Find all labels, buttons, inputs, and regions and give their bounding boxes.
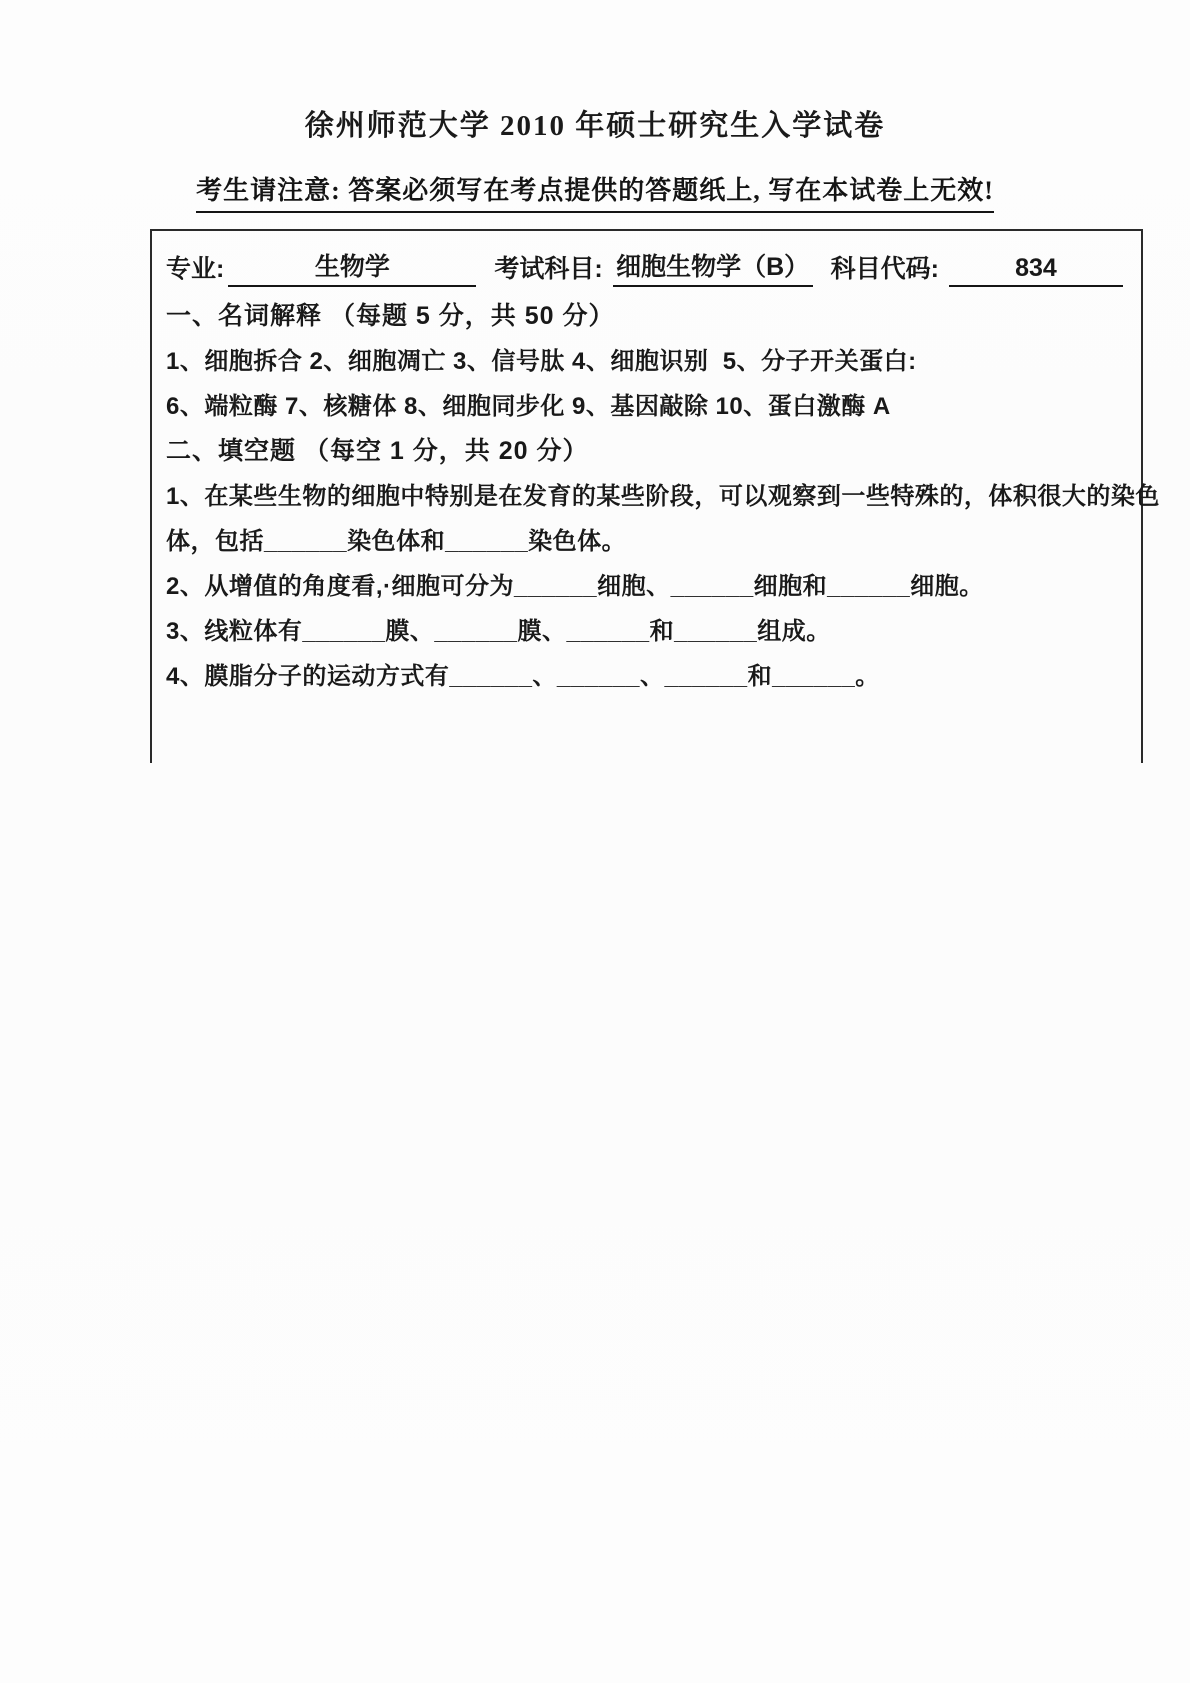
section-2-line-2: 体，包括______染色体和______染色体。 bbox=[166, 528, 627, 555]
candidate-notice bbox=[0, 170, 1190, 213]
candidate-notice-text: 考生请注意: 答案必须写在考点提供的答题纸上, 写在本试卷上无效! bbox=[196, 170, 994, 213]
section-2-line-4: 3、线粒体有______膜、______膜、______和______组成。 bbox=[166, 618, 831, 645]
section-2-line-3: 2、从增值的角度看,·细胞可分为______细胞、______细胞和______细胞。 bbox=[166, 573, 984, 600]
exam-header-box bbox=[150, 229, 1160, 763]
page-title: 徐州师范大学 2010 年硕士研究生入学试卷 bbox=[304, 110, 886, 142]
section-2-line-5: 4、膜脂分子的运动方式有______、______、______和______。 bbox=[166, 663, 880, 690]
major-label: 专业: bbox=[166, 255, 225, 283]
subject-label: 考试科目: bbox=[494, 255, 603, 283]
major-value: 生物学 bbox=[228, 247, 476, 287]
section-2-line-1: 1、在某些生物的细胞中特别是在发育的某些阶段，可以观察到一些特殊的，体积很大的染色 bbox=[166, 483, 1160, 510]
code-label: 科目代码: bbox=[830, 255, 939, 283]
section-1-line-1: 1、细胞拆合 2、细胞凋亡 3、信号肽 4、细胞识别 5、分子开关蛋白: bbox=[166, 348, 917, 375]
section-2-heading: 二、填空题 （每空 1 分，共 20 分） bbox=[166, 436, 589, 465]
section-1-heading: 一、名词解释 （每题 5 分，共 50 分） bbox=[166, 301, 615, 330]
code-value: 834 bbox=[949, 254, 1123, 287]
section-1-line-2: 6、端粒酶 7、核糖体 8、细胞同步化 9、基因敲除 10、蛋白激酶 A bbox=[166, 393, 891, 420]
exam-info-fields bbox=[166, 239, 1123, 287]
subject-value: 细胞生物学（B） bbox=[613, 247, 813, 287]
